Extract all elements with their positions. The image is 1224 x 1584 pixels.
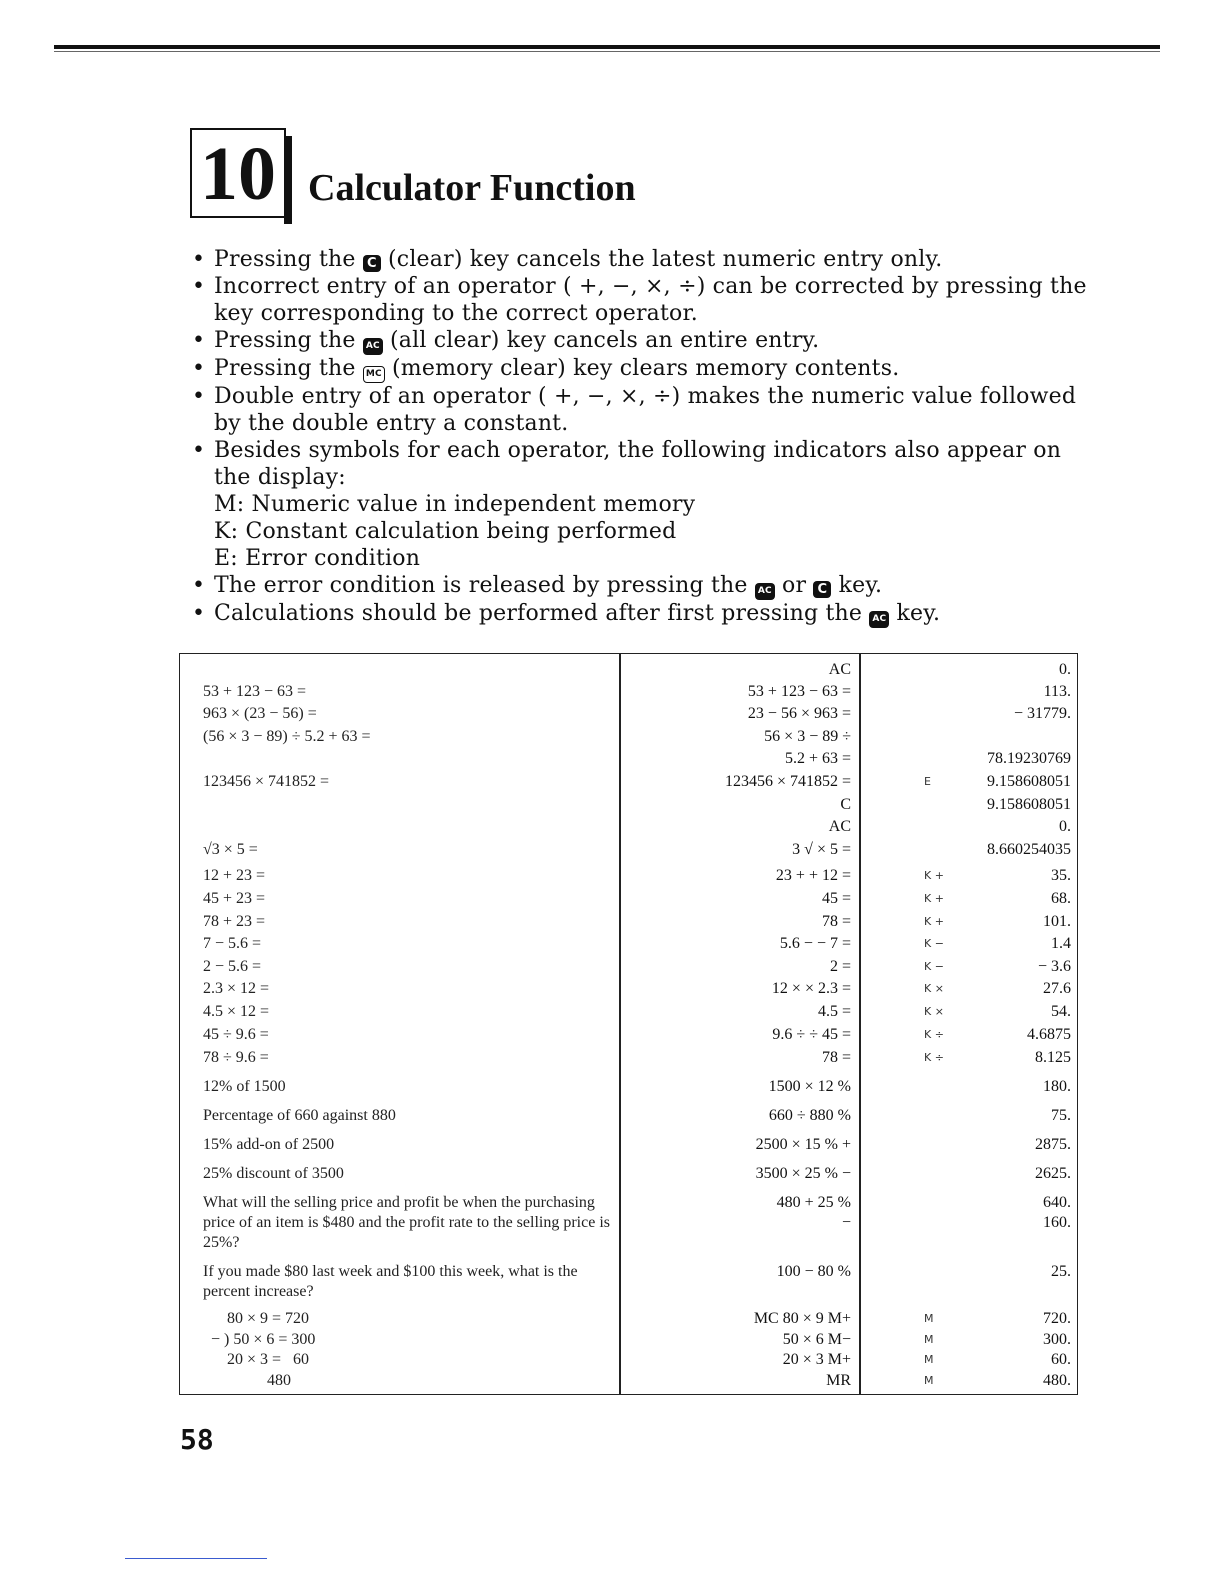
keys-cell: 2 =	[829, 958, 851, 975]
bullet-clear-key: • Pressing the C (clear) key cancels the latest numeric entry only.	[186, 246, 1096, 273]
keys-cell: 9.6 ÷ ÷ 45 =	[772, 1026, 851, 1043]
keys-cell: 20 × 3 M+	[782, 1351, 851, 1368]
indicator-cell: E	[924, 775, 931, 788]
bullet-list	[186, 246, 1096, 628]
keys-cell: 50 × 6 M−	[782, 1331, 851, 1348]
bullet-double-entry: • Double entry of an operator ( +, −, ×, ÷) makes the numeric value followed by the double entry a constant.	[186, 383, 1096, 437]
problem-cell: 12% of 1500	[203, 1078, 286, 1095]
keys-cell: 1500 × 12 %	[768, 1078, 851, 1095]
display-cell: 4.6875	[1027, 1026, 1071, 1043]
problem-cell: 80 × 9 = 720	[203, 1310, 310, 1327]
chapter-number-box	[190, 128, 286, 218]
indicator-k: K: Constant calculation being performed	[214, 519, 677, 544]
display-cell: 300.	[1043, 1331, 1071, 1348]
keys-cell: 2500 × 15 % +	[755, 1136, 851, 1153]
problem-cell: − ) 50 × 6 = 300	[203, 1331, 316, 1348]
keys-cell: 480 + 25 %	[776, 1194, 851, 1211]
display-cell: 60.	[1051, 1351, 1071, 1368]
keys-cell: 53 + 123 − 63 =	[747, 683, 851, 700]
bullet-indicators: • Besides symbols for each operator, the following indicators also appear on the display:	[186, 437, 1096, 491]
problem-cell: 963 × (23 − 56) =	[203, 705, 317, 722]
bullet-first-press: • Calculations should be performed after first pressing the AC key.	[186, 600, 1096, 628]
c-key-icon: C	[813, 581, 831, 598]
problem-cell: 480	[203, 1372, 291, 1389]
indicator-cell: K ×	[924, 1005, 944, 1018]
keys-cell: AC	[828, 661, 851, 678]
problem-cell: √3 × 5 =	[203, 841, 258, 858]
keys-cell: 100 − 80 %	[776, 1263, 851, 1280]
keys-cell: 56 × 3 − 89 ÷	[764, 728, 851, 745]
bottom-link-line	[125, 1558, 267, 1559]
problem-cell: (56 × 3 − 89) ÷ 5.2 + 63 =	[203, 728, 371, 745]
keys-cell: 12 × × 2.3 =	[771, 980, 851, 997]
display-cell: 54.	[1051, 1003, 1071, 1020]
display-cell: 9.158608051	[987, 773, 1071, 790]
problem-cell: What will the selling price and profit be when the purchasing price of an item is $480 and the profit rate to the selling price is 25%?	[203, 1194, 614, 1251]
bullet-memory-clear: • Pressing the MC (memory clear) key clears memory contents.	[186, 355, 1096, 383]
keys-cell: MC 80 × 9 M+	[753, 1310, 851, 1327]
indicator-cell: K −	[924, 960, 944, 973]
ac-key-icon: AC	[869, 611, 889, 628]
indicator-cell: M	[924, 1312, 934, 1325]
problem-cell: 45 + 23 =	[203, 890, 266, 907]
ac-key-icon: AC	[363, 338, 383, 355]
display-cell: 2875.	[1035, 1136, 1071, 1153]
indicator-cell: K +	[924, 869, 944, 882]
keys-cell: 78 =	[821, 1049, 851, 1066]
keys-cell: MR	[826, 1372, 851, 1389]
keys-cell: 3 √ × 5 =	[792, 841, 851, 858]
problem-cell: 15% add-on of 2500	[203, 1136, 335, 1153]
problem-cell: 78 + 23 =	[203, 913, 266, 930]
indicator-e: E: Error condition	[214, 546, 421, 571]
bullet-error-release: • The error condition is released by pressing the AC or C key.	[186, 572, 1096, 600]
display-cell: 78.19230769	[987, 750, 1071, 767]
problem-cell: 25% discount of 3500	[203, 1165, 344, 1182]
indicator-cell: K ÷	[924, 1028, 944, 1041]
problem-cell: 2.3 × 12 =	[203, 980, 270, 997]
problem-cell: 4.5 × 12 =	[203, 1003, 270, 1020]
keys-cell: 5.6 − − 7 =	[779, 935, 851, 952]
bullet-incorrect-operator: • Incorrect entry of an operator ( +, −, ×, ÷) can be corrected by pressing the key corresponding to the correct operator.	[186, 273, 1096, 327]
indicator-cell: M	[924, 1333, 934, 1346]
display-cell: 8.125	[1035, 1049, 1071, 1066]
problem-cell: 20 × 3 = 60	[203, 1351, 310, 1368]
display-cell: 113.	[1043, 683, 1071, 700]
indicator-cell: M	[924, 1374, 934, 1387]
keys-cell: 23 − 56 × 963 =	[747, 705, 851, 722]
display-cell: 25.	[1051, 1263, 1071, 1280]
keys-cell: 45 =	[821, 890, 851, 907]
keys-cell: 23 + + 12 =	[775, 867, 851, 884]
display-cell: − 3.6	[1037, 958, 1071, 975]
display-cell: 0.	[1059, 818, 1071, 835]
keys-cell: 5.2 + 63 =	[784, 750, 851, 767]
indicator-cell: K ÷	[924, 1051, 944, 1064]
problem-cell: 53 + 123 − 63 =	[203, 683, 307, 700]
problem-cell: 123456 × 741852 =	[203, 773, 330, 790]
problem-cell: Percentage of 660 against 880	[203, 1107, 396, 1124]
problem-cell: 2 − 5.6 =	[203, 958, 262, 975]
display-cell: 640.	[1043, 1194, 1071, 1211]
mc-key-icon: MC	[363, 366, 385, 383]
ac-key-icon: AC	[755, 583, 775, 600]
display-cell: − 31779.	[1013, 705, 1071, 722]
display-cell: 27.6	[1043, 980, 1071, 997]
display-cell: 68.	[1051, 890, 1071, 907]
chapter-number: 10	[200, 132, 276, 216]
display-cell: 0.	[1059, 661, 1071, 678]
display-cell: 180.	[1043, 1078, 1071, 1095]
display-cell: 35.	[1051, 867, 1071, 884]
display-cell: 101.	[1043, 913, 1071, 930]
problem-cell: If you made $80 last week and $100 this week, what is the percent increase?	[203, 1263, 582, 1300]
display-cell: 9.158608051	[987, 796, 1071, 813]
indicator-cell: K +	[924, 892, 944, 905]
chapter-title: Calculator Function	[308, 167, 636, 209]
top-rule	[54, 45, 1160, 49]
indicator-cell: K −	[924, 937, 944, 950]
keys-cell: 3500 × 25 % −	[755, 1165, 851, 1182]
top-rule-thin	[54, 51, 1160, 52]
c-key-icon: C	[363, 255, 381, 272]
problem-cell: 7 − 5.6 =	[203, 935, 262, 952]
display-cell: 1.4	[1051, 935, 1071, 952]
page-number: 58	[180, 1423, 214, 1456]
display-cell: 8.660254035	[987, 841, 1071, 858]
keys-cell: −	[841, 1214, 851, 1231]
indicator-cell: M	[924, 1353, 934, 1366]
indicator-cell: K +	[924, 915, 944, 928]
keys-cell: 123456 × 741852 =	[724, 773, 851, 790]
keys-cell: 660 ÷ 880 %	[768, 1107, 851, 1124]
bullet-all-clear: • Pressing the AC (all clear) key cancels an entire entry.	[186, 327, 1096, 355]
indicator-cell: K ×	[924, 982, 944, 995]
keys-cell: 4.5 =	[817, 1003, 851, 1020]
problem-cell: 45 ÷ 9.6 =	[203, 1026, 269, 1043]
keys-cell: C	[840, 796, 851, 813]
problem-cell: 12 + 23 =	[203, 867, 266, 884]
keys-cell: AC	[828, 818, 851, 835]
display-cell: 75.	[1051, 1107, 1071, 1124]
display-cell: 480.	[1043, 1372, 1071, 1389]
problem-cell: 78 ÷ 9.6 =	[203, 1049, 269, 1066]
display-cell: 160.	[1043, 1214, 1071, 1231]
table-divider-2	[859, 653, 861, 1395]
display-cell: 720.	[1043, 1310, 1071, 1327]
keys-cell: 78 =	[821, 913, 851, 930]
display-cell: 2625.	[1035, 1165, 1071, 1182]
indicator-m: M: Numeric value in independent memory	[214, 492, 696, 517]
table-divider-1	[619, 653, 621, 1395]
